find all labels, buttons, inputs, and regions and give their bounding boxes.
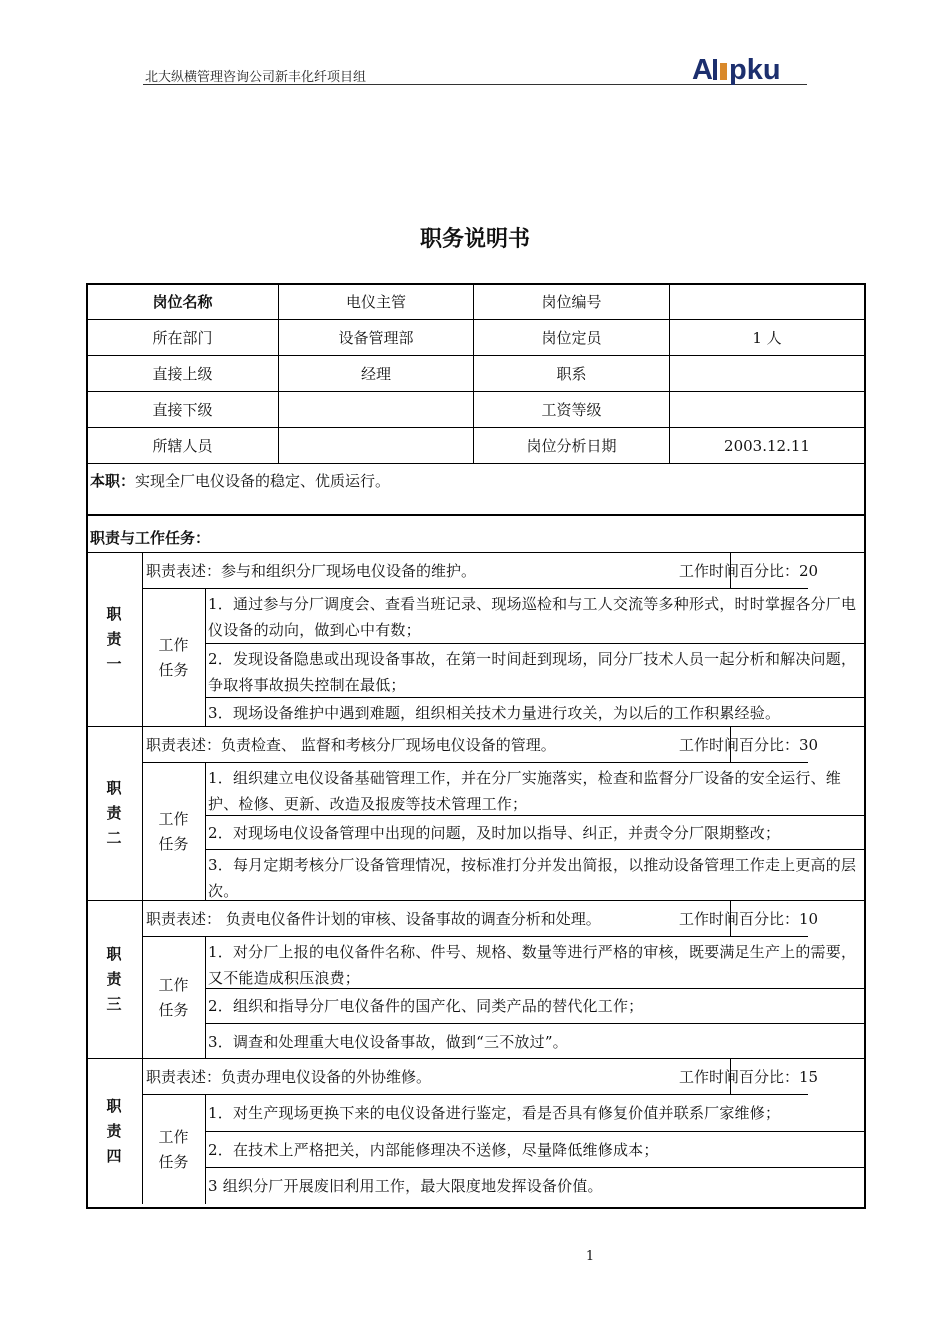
- department-label: 所在部门: [87, 320, 279, 356]
- svg-text:pku: pku: [729, 54, 781, 86]
- position-name-label: 岗位名称: [87, 284, 279, 320]
- duty-time-percent: 工作时间百分比：10: [674, 901, 808, 937]
- duty-label-cell: [86, 553, 143, 726]
- duty-description: 职责表述： 负责电仪备件计划的审核、设备事故的调查分析和处理。: [142, 901, 731, 937]
- task-label-cell: [142, 937, 206, 1058]
- page-title: 职务说明书: [419, 227, 530, 252]
- core-duty: [86, 464, 864, 516]
- position-name-value: 电仪主管: [279, 284, 474, 320]
- department-value: 设备管理部: [279, 320, 474, 356]
- core-duty-text: 实现全厂电仪设备的稳定、优质运行。: [135, 472, 391, 490]
- task-item: 1．对分厂上报的电仪备件名称、件号、规格、数量等进行严格的审核，既要满足生产上的需要，又不能造成积压浪费；: [206, 937, 864, 989]
- task-item: 1．组织建立电仪设备基础管理工作，并在分厂实施落实，检查和监督分厂设备的安全运行、维护、检修、更新、改造及报废等技术管理工作；: [206, 763, 864, 816]
- duty-section-1: [86, 553, 864, 727]
- tasks-heading: [86, 517, 864, 553]
- task-label-cell: [142, 1095, 206, 1204]
- task-label-cell: [142, 763, 206, 900]
- direct-superior-value: 经理: [279, 356, 474, 392]
- task-item: 1．通过参与分厂调度会、查看当班记录、现场巡检和与工人交流等多种形式，时时掌握各分厂电仪设备的动向，做到心中有数；: [206, 589, 864, 644]
- task-item: 3．调查和处理重大电仪设备事故，做到“三不放过”。: [208, 1032, 568, 1051]
- task-label: 工作任务: [158, 809, 189, 853]
- info-table: [86, 283, 865, 464]
- duty-time-percent: 工作时间百分比：20: [674, 553, 808, 589]
- direct-subordinate-value: [279, 392, 474, 428]
- core-duty-label: 本职：: [90, 472, 136, 490]
- page-number-text: 1: [585, 1249, 595, 1264]
- tasks-heading-label: 职责与工作任务：: [90, 529, 211, 547]
- duty-description: 职责表述：参与和组织分厂现场电仪设备的维护。: [142, 553, 731, 589]
- task-item: 2．组织和指导分厂电仪备件的国产化、同类产品的替代化工作；: [206, 989, 864, 1024]
- task-item: 2．在技术上严格把关，内部能修理决不送修，尽量降低维修成本；: [206, 1132, 864, 1168]
- task-label: 工作任务: [158, 1127, 189, 1171]
- position-number-value: [670, 284, 865, 320]
- analysis-date-label: 岗位分析日期: [474, 428, 670, 464]
- headcount-label: 岗位定员: [474, 320, 670, 356]
- direct-superior-label: 直接上级: [87, 356, 279, 392]
- task-item: 3．每月定期考核分厂设备管理情况，按标准打分并发出简报，以推动设备管理工作走上更高的层次。: [208, 856, 857, 900]
- duty-label-cell: [86, 1059, 143, 1204]
- task-label: 工作任务: [158, 635, 189, 679]
- table-row: [87, 392, 865, 428]
- duty-section-2: [86, 727, 864, 901]
- task-item: 2．发现设备隐患或出现设备事故，在第一时间赶到现场，同分厂技术人员一起分析和解决问题，争取将事故损失控制在最低；: [206, 644, 864, 698]
- duty-description: 职责表述：负责办理电仪设备的外协维修。: [142, 1059, 731, 1095]
- task-item: 3 组织分厂开展废旧利用工作，最大限度地发挥设备价值。: [208, 1177, 603, 1195]
- duty-time-percent: 工作时间百分比：30: [674, 727, 808, 763]
- table-row: [87, 428, 865, 464]
- table-row: [87, 284, 865, 320]
- salary-grade-label: 工资等级: [474, 392, 670, 428]
- task-label-cell: [142, 589, 206, 726]
- duty-label-cell: [86, 901, 143, 1058]
- duty-section-3: [86, 901, 864, 1059]
- duty-label-cell: [86, 727, 143, 900]
- duty-label: 职责四: [106, 1097, 122, 1165]
- task-item: 2．对现场电仪设备管理中出现的问题，及时加以指导、纠正，并责令分厂限期整改；: [206, 816, 864, 850]
- task-item: 1．对生产现场更换下来的电仪设备进行鉴定，看是否具有修复价值并联系厂家维修；: [206, 1095, 864, 1132]
- staff-label: 所辖人员: [87, 428, 279, 464]
- duty-label: 职责三: [106, 945, 122, 1013]
- position-number-label: 岗位编号: [474, 284, 670, 320]
- page-number: [0, 1249, 950, 1264]
- duty-description: 职责表述：负责检查、 监督和考核分厂现场电仪设备的管理。: [142, 727, 731, 763]
- company-logo: [692, 52, 807, 86]
- task-item: 3．现场设备维护中遇到难题，组织相关技术力量进行攻关，为以后的工作积累经验。: [208, 703, 781, 722]
- job-family-value: [670, 356, 865, 392]
- header-company: 北大纵横管理咨询公司新丰化纤项目组: [145, 70, 367, 85]
- table-row: [87, 320, 865, 356]
- headcount-value: 1 人: [670, 320, 865, 356]
- task-label: 工作任务: [158, 975, 189, 1019]
- duty-section-4: [86, 1059, 864, 1204]
- job-family-label: 职系: [474, 356, 670, 392]
- duty-time-percent: 工作时间百分比：15: [674, 1059, 808, 1095]
- salary-grade-value: [670, 392, 865, 428]
- analysis-date-value: 2003.12.11: [670, 428, 865, 464]
- direct-subordinate-label: 直接下级: [87, 392, 279, 428]
- table-row: [87, 356, 865, 392]
- staff-value: [279, 428, 474, 464]
- svg-text:A: A: [692, 54, 713, 86]
- duty-label: 职责一: [106, 605, 122, 673]
- duty-label: 职责二: [106, 779, 122, 847]
